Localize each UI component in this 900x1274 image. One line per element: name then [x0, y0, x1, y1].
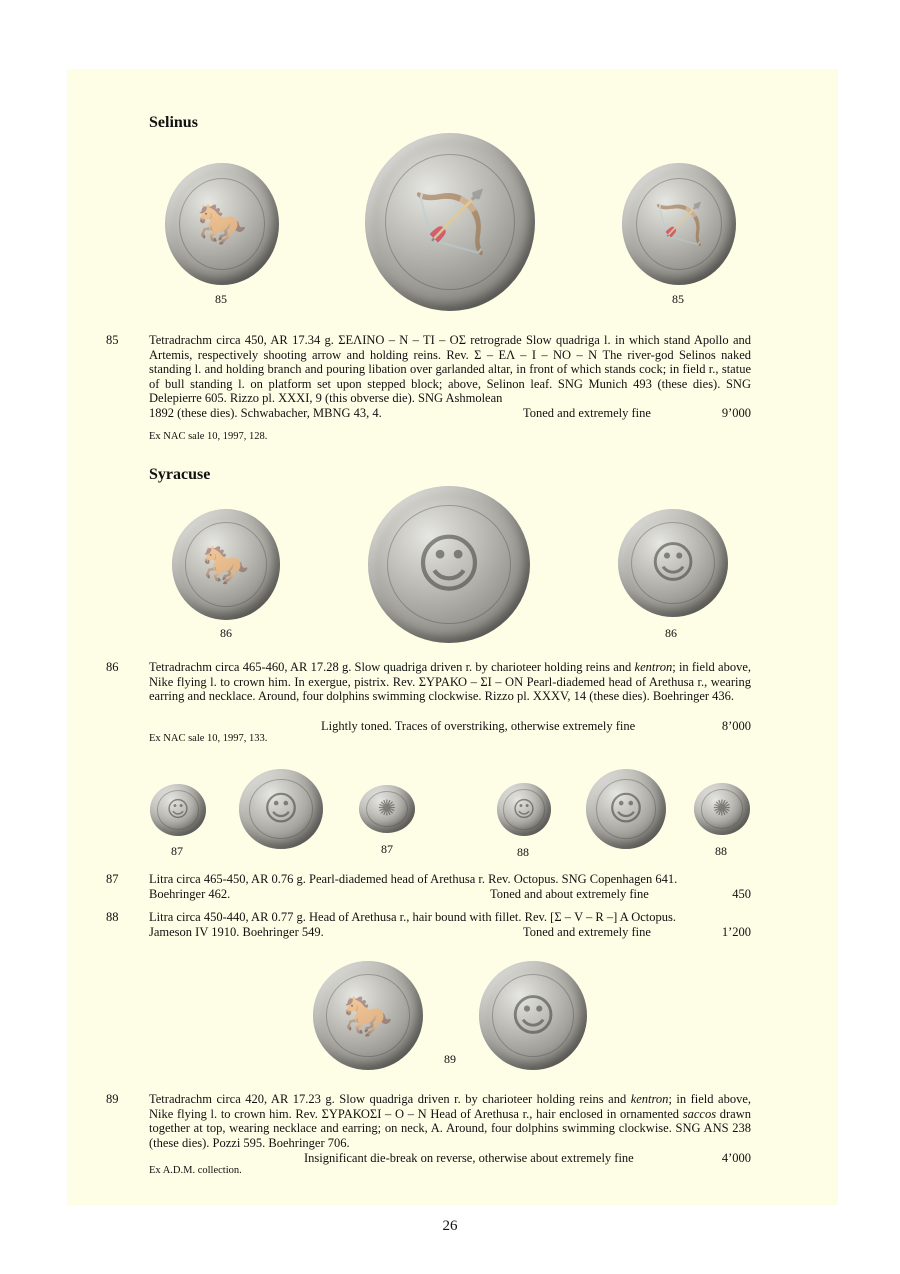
lot-87-description: Litra circa 465-450, AR 0.76 g. Pearl-diademed head of Arethusa r. Rev. Octopus. SNG Copenhagen 641. — [149, 872, 678, 886]
lot-89-italic-saccos: saccos — [682, 1106, 717, 1121]
coin-89-reverse — [479, 961, 587, 1070]
lot-89-description — [149, 1092, 751, 1150]
lot-85-description: Tetradrachm circa 450, AR 17.34 g. ΣΕΛΙΝΟ – Ν – ΤΙ – ΟΣ retrograde Slow quadriga l. in which stand Apollo and Artemis, respectively shooting arrow and holding reins. Rev. Σ – ΕΛ – Ι – ΝΟ – Ν The river-god Selinos naked standing l. and holding branch and pouring libation over garlanded altar, in front of which stands cock; in field r., statue of bull standing l. on platform set upon stepped block; above, Selinon leaf. SNG Munich 493 (these dies). SNG Delepierre 605. Rizzo pl. XXXI, 9 (this obverse die). SNG Ashmolean — [149, 333, 751, 406]
coin-85-reverse-large — [365, 133, 535, 311]
lot-number-88: 88 — [106, 910, 119, 924]
lot-number-86: 86 — [106, 660, 119, 674]
photo-caption-88-left: 88 — [517, 845, 529, 859]
lot-85-condition: Toned and extremely fine — [523, 406, 651, 420]
section-heading-syracuse: Syracuse — [149, 466, 211, 483]
arethusa-head-icon: ☺ — [415, 527, 483, 602]
coin-86-reverse-large — [368, 486, 530, 643]
coin-88-reverse — [694, 783, 750, 835]
photo-caption-86-left: 86 — [220, 626, 232, 640]
coin-89-obverse — [313, 961, 423, 1070]
lot-86-text-b: ; in field above, Nike flying l. to crown him. In exergue, pistrix. Rev. ΣΥΡΑΚΟ – ΣΙ – ΟΝ Pearl-diademed head of Arethusa r., wearing earring and necklace. Around, four dolphins swimming clockwise. Rizzo pl. XXXV, 14 (these dies). Boehringer 436. — [149, 660, 751, 704]
lot-88-description: Litra circa 450-440, AR 0.77 g. Head of Arethusa r., hair bound with fillet. Rev. [Σ – V – R –] A Octopus. — [149, 910, 676, 924]
lot-85-final-line — [149, 406, 751, 421]
octopus-icon: ✺ — [712, 796, 732, 822]
lot-88-line-2 — [149, 925, 751, 940]
photo-caption-87-right: 87 — [381, 842, 393, 856]
photo-caption-89: 89 — [444, 1052, 456, 1066]
arethusa-head-icon-large: ☺ — [608, 789, 644, 829]
lot-89-final-line — [149, 1151, 751, 1166]
lot-85-provenance: Ex NAC sale 10, 1997, 128. — [149, 431, 268, 442]
lot-number-87: 87 — [106, 872, 119, 886]
arethusa-head-icon: ☺ — [512, 797, 536, 822]
photo-caption-88-right: 88 — [715, 844, 727, 858]
lot-85-references-end: 1892 (these dies). Schwabacher, MBNG 43, 4. — [149, 406, 382, 420]
lot-89-condition: Insignificant die-break on reverse, otherwise about extremely fine — [304, 1151, 634, 1165]
lot-number-89: 89 — [106, 1092, 119, 1106]
lot-86-final-line — [149, 719, 751, 734]
lot-86-condition: Lightly toned. Traces of overstriking, otherwise extremely fine — [321, 719, 636, 733]
page-number: 26 — [442, 1218, 458, 1234]
arethusa-head-icon-large: ☺ — [263, 789, 299, 829]
quadriga-icon: 🐎 — [202, 542, 250, 586]
coin-87-obverse — [150, 784, 206, 836]
coin-88-obverse — [497, 783, 551, 836]
coin-88-obverse-large — [586, 769, 666, 849]
arethusa-head-icon: ☺ — [166, 797, 190, 823]
lot-87-references: Boehringer 462. — [149, 887, 231, 901]
lot-87-line-2 — [149, 887, 751, 902]
lot-89-text-c: drawn together at top, wearing necklace and earring; on neck, A. Around, four dolphins swimming clockwise. SNG ANS 238 (these dies). Pozzi 595. Boehringer 706. — [149, 1106, 751, 1150]
lot-88-line-1 — [149, 910, 751, 925]
lot-89-price: 4’000 — [721, 1151, 751, 1165]
coin-85-obverse — [165, 163, 279, 285]
section-heading-selinus: Selinus — [149, 114, 198, 131]
lot-87-condition: Toned and about extremely fine — [490, 887, 649, 901]
river-god-icon-small: 🏹 — [654, 201, 704, 248]
photo-caption-87-left: 87 — [171, 844, 183, 858]
lot-86-italic-kentron: kentron — [634, 660, 673, 674]
lot-86-price: 8’000 — [721, 719, 751, 733]
lot-86-text-a: Tetradrachm circa 465-460, AR 17.28 g. Slow quadriga driven r. by charioteer holding reins and — [149, 660, 635, 674]
arethusa-head-icon-small: ☺ — [650, 537, 696, 589]
coin-86-obverse — [172, 509, 280, 620]
lot-number-85: 85 — [106, 333, 119, 347]
quadriga-icon: 🐎 — [343, 993, 393, 1039]
lot-89-text-a: Tetradrachm circa 420, AR 17.23 g. Slow quadriga driven r. by charioteer holding reins and — [149, 1092, 631, 1106]
lot-87-line-1 — [149, 872, 751, 887]
lot-88-references: Jameson IV 1910. Boehringer 549. — [149, 925, 324, 939]
lot-86-provenance: Ex NAC sale 10, 1997, 133. — [149, 733, 268, 744]
photo-caption-85-right: 85 — [672, 292, 684, 306]
lot-89-provenance: Ex A.D.M. collection. — [149, 1165, 242, 1176]
coin-86-reverse — [618, 509, 728, 617]
lot-88-condition: Toned and extremely fine — [523, 925, 651, 939]
coin-87-reverse — [359, 785, 415, 833]
lot-85-price: 9’000 — [721, 406, 751, 420]
lot-89-text-b: ; in field above, Nike flying l. to crown him. Rev. ΣΥΡΑΚΟΣΙ – Ο – Ν Head of Arethusa r., hair enclosed in ornamented — [149, 1092, 751, 1121]
photo-caption-85-left: 85 — [215, 292, 227, 306]
lot-86-description — [149, 660, 751, 704]
arethusa-head-icon: ☺ — [510, 990, 556, 1041]
photo-caption-86-right: 86 — [665, 626, 677, 640]
river-god-icon: 🏹 — [412, 187, 488, 258]
quadriga-icon: 🐎 — [197, 201, 247, 248]
lot-88-price: 1’200 — [721, 925, 751, 939]
lot-87-price: 450 — [732, 887, 751, 901]
coin-85-reverse — [622, 163, 736, 285]
lot-89-italic-kentron: kentron — [630, 1092, 669, 1106]
octopus-icon: ✺ — [377, 796, 397, 822]
coin-87-obverse-large — [239, 769, 323, 849]
